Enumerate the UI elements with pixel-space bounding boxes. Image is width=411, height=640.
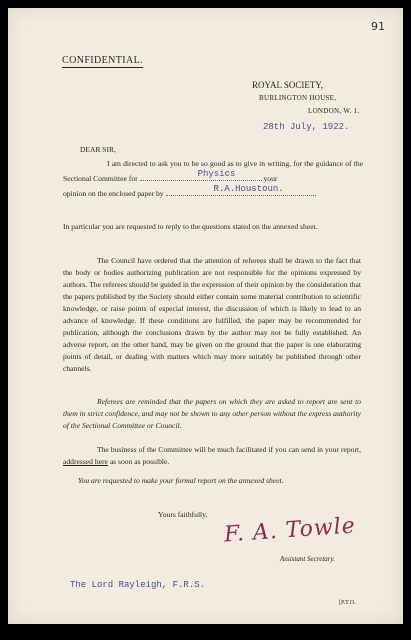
request-text-1: I am directed to ask you to be so good as to give in writing, for the guidance of the Sectional Committee for (63, 159, 363, 183)
valediction: Yours faithfully, (158, 510, 208, 519)
sender-address-line2: LONDON, W. 1. (308, 107, 360, 115)
salutation: DEAR SIR, (80, 145, 116, 154)
pto-note: [P.T.O. (339, 600, 356, 606)
request-paragraph (63, 158, 363, 200)
business-text-2: as soon as possible. (109, 457, 170, 466)
sender-name: ROYAL SOCIETY, (252, 80, 324, 90)
council-paragraph: The Council have ordered that the attention of referees shall be drawn to the fact that the body or bodies authorizing publication are not responsible for the opinions expressed by authors. The referees should be guided in the expression of their opinion by the consideration that the papers published by the Society should either contain some material contribution to scientific knowledge, or raise points of especial interest, the discussion of which is likely to lead to an advance of knowledge. If these conditions are fulfilled, the paper may be recommended for publication, although the conclusions drawn by the author may not be fully established. An adverse report, on the other hand, may be given on the ground that the paper is one elaborating points of detail, or dealing with matters which may more suitably be published through other channels. (63, 256, 361, 373)
confidential-heading: CONFIDENTIAL. (62, 55, 144, 66)
author-field (166, 185, 316, 196)
business-paragraph (63, 444, 361, 468)
request-text-3: opinion on the enclosed paper by (63, 189, 164, 198)
business-underlined: addressed here (63, 457, 108, 466)
recipient: The Lord Rayleigh, F.R.S. (70, 580, 206, 590)
subject-value: Physics (197, 169, 236, 179)
signature: F. A. Towle (223, 513, 357, 548)
request-text-2: your (263, 174, 278, 183)
report-instruction: You are requested to make your formal report on the annexed sheet. (78, 476, 284, 485)
sender-address-line1: BURLINGTON HOUSE, (259, 94, 337, 102)
signatory-title: Assistant Secretary. (280, 555, 335, 563)
instruction-paragraph: In particular you are requested to reply to the questions stated on the annexed sheet. (63, 222, 318, 231)
subject-field (140, 170, 262, 181)
folio-number: 91 (371, 20, 385, 33)
letter-date: 28th July, 1922. (263, 122, 350, 132)
confidence-paragraph: Referees are reminded that the papers on which they are asked to report are sent to them in strict confidence, and may not be shown to any other person without the express authority of the Sectional Committee or Council. (63, 397, 361, 430)
business-text-1: The business of the Committee will be much facilitated if you can send in your report, (97, 445, 361, 454)
letter-page (8, 8, 403, 624)
author-value: R.A.Houstoun. (213, 184, 284, 194)
